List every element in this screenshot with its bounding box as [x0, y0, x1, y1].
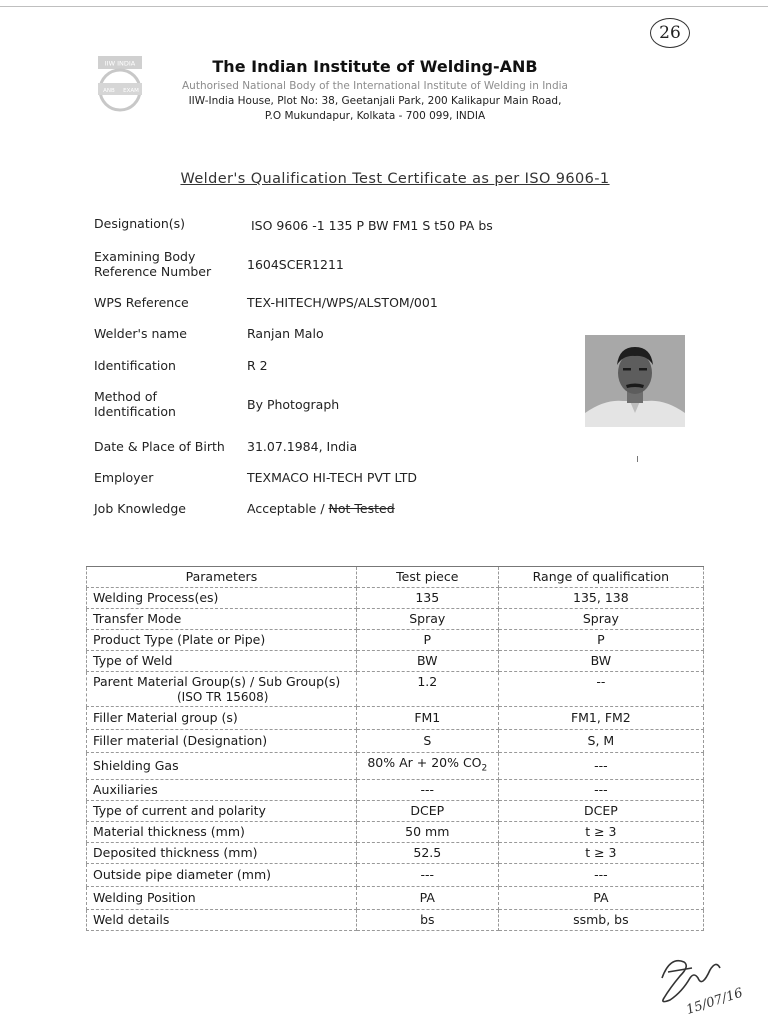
method-of-identification-label-line2: Identification [94, 404, 176, 419]
header-parameters: Parameters [87, 567, 357, 588]
param-deposited-thickness: Deposited thickness (mm) [87, 842, 357, 863]
table-row [87, 730, 704, 753]
job-knowledge-struck: Not Tested [328, 501, 395, 516]
table-row [87, 630, 704, 651]
logo-top-text: IIW INDIA [104, 59, 136, 68]
test-welding-process: 135 [356, 588, 498, 609]
param-parent-material [87, 672, 357, 707]
range-product-type: P [498, 630, 703, 651]
param-filler-group: Filler Material group (s) [87, 707, 357, 730]
table-row [87, 863, 704, 886]
table-row [87, 800, 704, 821]
test-transfer-mode: Spray [356, 609, 498, 630]
top-border-line [0, 6, 768, 7]
identification-label: Identification [94, 358, 176, 373]
range-current-polarity: DCEP [498, 800, 703, 821]
method-of-identification-label-line1: Method of [94, 389, 157, 404]
table-row [87, 672, 704, 707]
test-welding-position: PA [356, 886, 498, 909]
job-knowledge-value [247, 501, 395, 516]
test-product-type: P [356, 630, 498, 651]
handwritten-signature [640, 948, 750, 1018]
date-place-of-birth-value: 31.07.1984, India [247, 439, 358, 454]
job-knowledge-accepted: Acceptable [247, 501, 317, 516]
test-deposited-thickness: 52.5 [356, 842, 498, 863]
logo-right-text: EXAM [123, 88, 139, 94]
designation-value: ISO 9606 -1 135 P BW FM1 S t50 PA bs [251, 218, 493, 233]
welders-name-value: Ranjan Malo [247, 326, 324, 341]
qualification-parameters-table [86, 566, 704, 931]
param-auxiliaries: Auxiliaries [87, 779, 357, 800]
employer-label: Employer [94, 470, 154, 485]
table-row [87, 588, 704, 609]
range-welding-position: PA [498, 886, 703, 909]
examining-body-label-line1: Examining Body [94, 249, 196, 264]
welders-name-label: Welder's name [94, 326, 187, 341]
param-current-polarity: Type of current and polarity [87, 800, 357, 821]
certificate-title: Welder's Qualification Test Certificate as per ISO 9606-1 [180, 171, 610, 187]
date-place-of-birth-label: Date & Place of Birth [94, 439, 225, 454]
test-parent-material: 1.2 [356, 672, 498, 707]
wps-reference-label: WPS Reference [94, 295, 189, 310]
param-outside-pipe-diameter: Outside pipe diameter (mm) [87, 863, 357, 886]
institute-address-line2: P.O Mukundapur, Kolkata - 700 099, INDIA [264, 110, 486, 122]
header-test-piece: Test piece [356, 567, 498, 588]
table-row [87, 842, 704, 863]
signature-date: 15/07/16 [684, 985, 745, 1018]
range-type-of-weld: BW [498, 651, 703, 672]
range-auxiliaries: --- [498, 779, 703, 800]
range-material-thickness: t ≥ 3 [498, 821, 703, 842]
institute-title: The Indian Institute of Welding-ANB [212, 57, 538, 76]
param-welding-position: Welding Position [87, 886, 357, 909]
table-row [87, 779, 704, 800]
range-shielding-gas: --- [498, 753, 703, 780]
iiw-india-logo [94, 54, 146, 114]
param-shielding-gas: Shielding Gas [87, 753, 357, 780]
designation-label: Designation(s) [94, 216, 186, 231]
examining-body-value: 1604SCER1211 [247, 257, 344, 272]
table-header-row [87, 567, 704, 588]
test-shielding-gas [356, 753, 498, 780]
param-filler-designation: Filler material (Designation) [87, 730, 357, 753]
range-parent-material: -- [498, 672, 703, 707]
test-filler-group: FM1 [356, 707, 498, 730]
welder-photograph [585, 335, 685, 427]
range-filler-designation: S, M [498, 730, 703, 753]
job-knowledge-separator: / [316, 501, 329, 516]
table-row [87, 886, 704, 909]
method-of-identification-value: By Photograph [247, 397, 340, 412]
identification-value: R 2 [247, 358, 268, 373]
range-welding-process: 135, 138 [498, 588, 703, 609]
table-row [87, 707, 704, 730]
table-row [87, 821, 704, 842]
test-material-thickness: 50 mm [356, 821, 498, 842]
test-filler-designation: S [356, 730, 498, 753]
param-parent-material-text: Parent Material Group(s) / Sub Group(s) [93, 674, 341, 689]
table-row [87, 609, 704, 630]
param-product-type: Product Type (Plate or Pipe) [87, 630, 357, 651]
param-transfer-mode: Transfer Mode [87, 609, 357, 630]
examining-body-label-line2: Reference Number [94, 264, 212, 279]
range-outside-pipe-diameter: --- [498, 863, 703, 886]
institute-address-line1: IIW-India House, Plot No: 38, Geetanjali Park, 200 Kalikapur Main Road, [188, 95, 562, 107]
range-transfer-mode: Spray [498, 609, 703, 630]
range-weld-details: ssmb, bs [498, 909, 703, 930]
test-outside-pipe-diameter: --- [356, 863, 498, 886]
test-type-of-weld: BW [356, 651, 498, 672]
page-number-circle: 26 [650, 18, 690, 48]
test-auxiliaries: --- [356, 779, 498, 800]
range-deposited-thickness: t ≥ 3 [498, 842, 703, 863]
table-row [87, 753, 704, 780]
param-type-of-weld: Type of Weld [87, 651, 357, 672]
wps-reference-value: TEX-HITECH/WPS/ALSTOM/001 [247, 295, 438, 310]
employer-value: TEXMACO HI-TECH PVT LTD [247, 470, 418, 485]
table-row [87, 651, 704, 672]
header-range: Range of qualification [498, 567, 703, 588]
param-material-thickness: Material thickness (mm) [87, 821, 357, 842]
param-weld-details: Weld details [87, 909, 357, 930]
test-weld-details: bs [356, 909, 498, 930]
param-parent-material-sub: (ISO TR 15608) [177, 690, 269, 704]
institute-subtitle: Authorised National Body of the International Institute of Welding in India [182, 80, 568, 92]
logo-left-text: ANB [103, 88, 115, 94]
range-filler-group: FM1, FM2 [498, 707, 703, 730]
stray-mark [637, 456, 638, 462]
test-shielding-gas-subscript: 2 [481, 763, 488, 774]
test-shielding-gas-main: 80% Ar + 20% CO [367, 755, 482, 770]
table-row [87, 909, 704, 930]
param-welding-process: Welding Process(es) [87, 588, 357, 609]
job-knowledge-label: Job Knowledge [94, 501, 186, 516]
test-current-polarity: DCEP [356, 800, 498, 821]
